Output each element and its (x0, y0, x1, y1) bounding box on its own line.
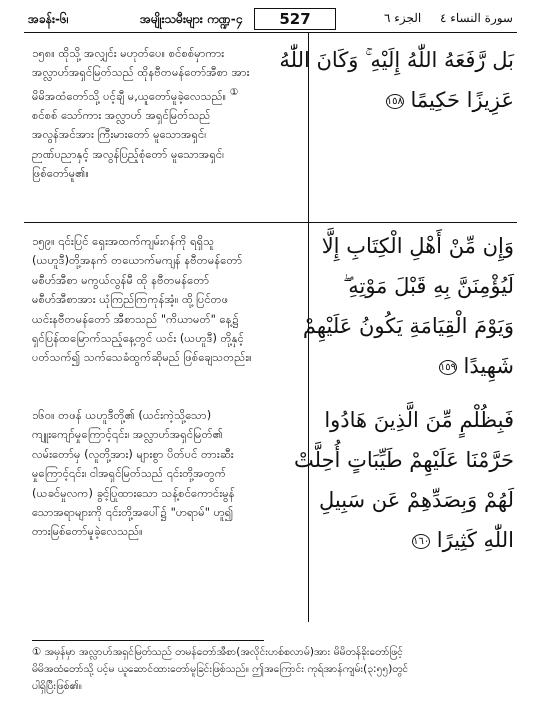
arabic-line: لَهُمْ وَبِصَدِّهِمْ عَن سَبِيلِ (318, 488, 514, 512)
ayah-number-marker: ١٥٨ (386, 96, 403, 107)
arabic-verse-159 (302, 226, 514, 386)
footnote-reference: ① (229, 86, 239, 98)
translation-line: ဖြစ်တော်မူ၏။ (32, 166, 89, 181)
translation-line: တားမြစ်တော်မူခဲ့လေသည်။ (32, 524, 143, 539)
translation-line: အလ္လာဟ်အရှင်မြတ်သည် ထိုနဗီတမန်တော်အီစာ အား (32, 65, 250, 80)
footnote-line: မိမိအထံတော်သို့ ပင့်မ ယူဆောင်ထားတော်မူခြင်းဖြစ်သည်။ ဤအကြောင်း ကုရ်အာန်ကျမ်း(၃:၅၅)တွင် (32, 663, 409, 675)
arabic-line (314, 346, 514, 386)
juz-label: الجزء ٦ (384, 11, 422, 25)
translation-line: ပတ်သက်၍ သက်သေခံထွက်ဆိုမည် ဖြစ်ချေသတည်း။ (32, 350, 252, 365)
arabic-verse-160 (294, 400, 514, 560)
translation-line: ၁၆၀။ တဖန် ယဟူဒီတို့၏ (ယင်းကဲ့သို့သော) (32, 408, 212, 422)
translation-line: အလွန်အင်အား ကြီးမားတော် မူသောအရှင်၊ (32, 127, 207, 142)
translation-line: ရှင်ပြန်ထမြောက်သည့်နေ့တွင် ယင်း (ယဟူဒီ) တို့နှင့် (32, 331, 244, 346)
arabic-line: وَإِن مِّنْ أَهْلِ الْكِتَابِ إِلَّا (321, 234, 514, 258)
arabic-line (314, 520, 514, 560)
translation-line: ၁၅၉။ ၎င်းပြင် ရှေးအထက်ကျမ်းဂန်ကို ရရှိသူ (32, 234, 215, 248)
translation-line: သောအရာများကို ၎င်းတို့အပေါ်၌ "ဟရာမ်" ဟူ၍ (32, 505, 234, 520)
translation-line: ကျူးကျော်မှုကြောင့်၎င်း၊ အလ္လာဟ်အရှင်မြတ်၏ (32, 427, 223, 442)
translation-line: စင်စစ် သော်ကား အလ္လာဟ် အရှင်မြတ်သည် (32, 108, 211, 123)
translation-160 (32, 406, 302, 542)
ayah-number-marker: ١٦٠ (413, 536, 430, 547)
page-number: 527 (254, 8, 336, 30)
section-label: အမျိုးသမီးများ ကဏ္ဍ-၄ (140, 12, 243, 26)
translation-line: ၁၅၈။ ထိုသို့ အလျှင်း မဟုတ်ပေ။ စင်စစ်မှာကား (32, 46, 225, 60)
arabic-line: حَرَّمْنَا عَلَيْهِمْ طَيِّبَاتٍ أُحِلَّتْ (294, 448, 514, 472)
header-divider (24, 32, 517, 33)
column-divider (308, 222, 309, 622)
arabic-line (314, 80, 514, 120)
translation-line: လမ်းတော်မှ (လူတို့အား) များစွာ ပိတ်ပင် တားဆီး (32, 446, 234, 461)
arabic-line-text: عَزِيزًا حَكِيمًا (410, 88, 514, 112)
translation-158 (32, 44, 302, 184)
quran-page (24, 8, 517, 704)
arabic-verse-158 (279, 40, 514, 120)
surah-label: سورة النساء ٤ (439, 11, 513, 25)
arabic-line-text: شَهِيدًا (463, 354, 514, 378)
chapter-label: အခန်း-၆၊ (28, 12, 69, 26)
translation-line: မှုကြောင့်၎င်း၊ ငါအရှင်မြတ်သည် ၎င်းတို့အတွက် (32, 466, 226, 481)
translation-line (32, 83, 302, 106)
footnote-line: ပါရှိပြီးဖြစ်၏။ (32, 680, 82, 692)
translation-line: (ယဟူဒီ)တို့အနက် တယောက်မကျန် နဗီတမန်တော် (32, 253, 243, 268)
arabic-line: بَل رَّفَعَهُ اللّٰهُ إِلَيْهِ ۚ وَكَانَ اللّٰهُ (279, 48, 514, 72)
translation-line: ယင်းနဗီတမန်တော် အီစာသည် "ကိယာမတ်" နေ့၌ (32, 311, 239, 326)
page-header (24, 8, 517, 30)
arabic-line: فَبِظُلْمٍ مِّنَ الَّذِينَ هَادُوا (324, 408, 514, 432)
footnote (32, 644, 512, 695)
ayah-number-marker: ١٥٩ (439, 362, 456, 373)
translation-line: မစီဟ်အီစာအား ယုံကြည်ကြကုန်အံ့။ ထို့ပြင်တဖ (32, 292, 229, 307)
arabic-line: وَيَوْمَ الْقِيَامَةِ يَكُونُ عَلَيْهِمْ (302, 314, 514, 338)
footnote-divider (32, 640, 264, 641)
translation-line: မစီဟ်အီစာ မကွယ်လွန်မီ ထို နဗီတမန်တော် (32, 272, 210, 287)
arabic-line: لَيُؤْمِنَنَّ بِهِ قَبْلَ مَوْتِهِ ۖ (342, 274, 514, 298)
translation-159 (32, 232, 302, 368)
arabic-line-text: اللّٰهِ كَثِيرًا (436, 528, 514, 552)
translation-line: (ယခင်မှုလက) ခွင့်ပြုထားသော သန့်စင်ကောင်းမွန် (32, 485, 235, 500)
footnote-line: ① အမှန်မှာ အလ္လာဟ်အရှင်မြတ်သည် တမန်တော်အီစာ(အလိုင်းဟစ်စလာမ်)အား မိမိတန်ခိုးတော်ဖြင့် (32, 646, 403, 658)
translation-line-text: မိမိအထံတော်သို့ ပင့်ချီ မ,ယူတော်မူခဲ့လေသည်။ (32, 88, 227, 103)
translation-line: ဉာဏ်ပညာနှင့် အလွန်ပြည့်စုံတော် မူသောအရှင်၊ (32, 146, 225, 161)
verse-divider (24, 222, 517, 223)
